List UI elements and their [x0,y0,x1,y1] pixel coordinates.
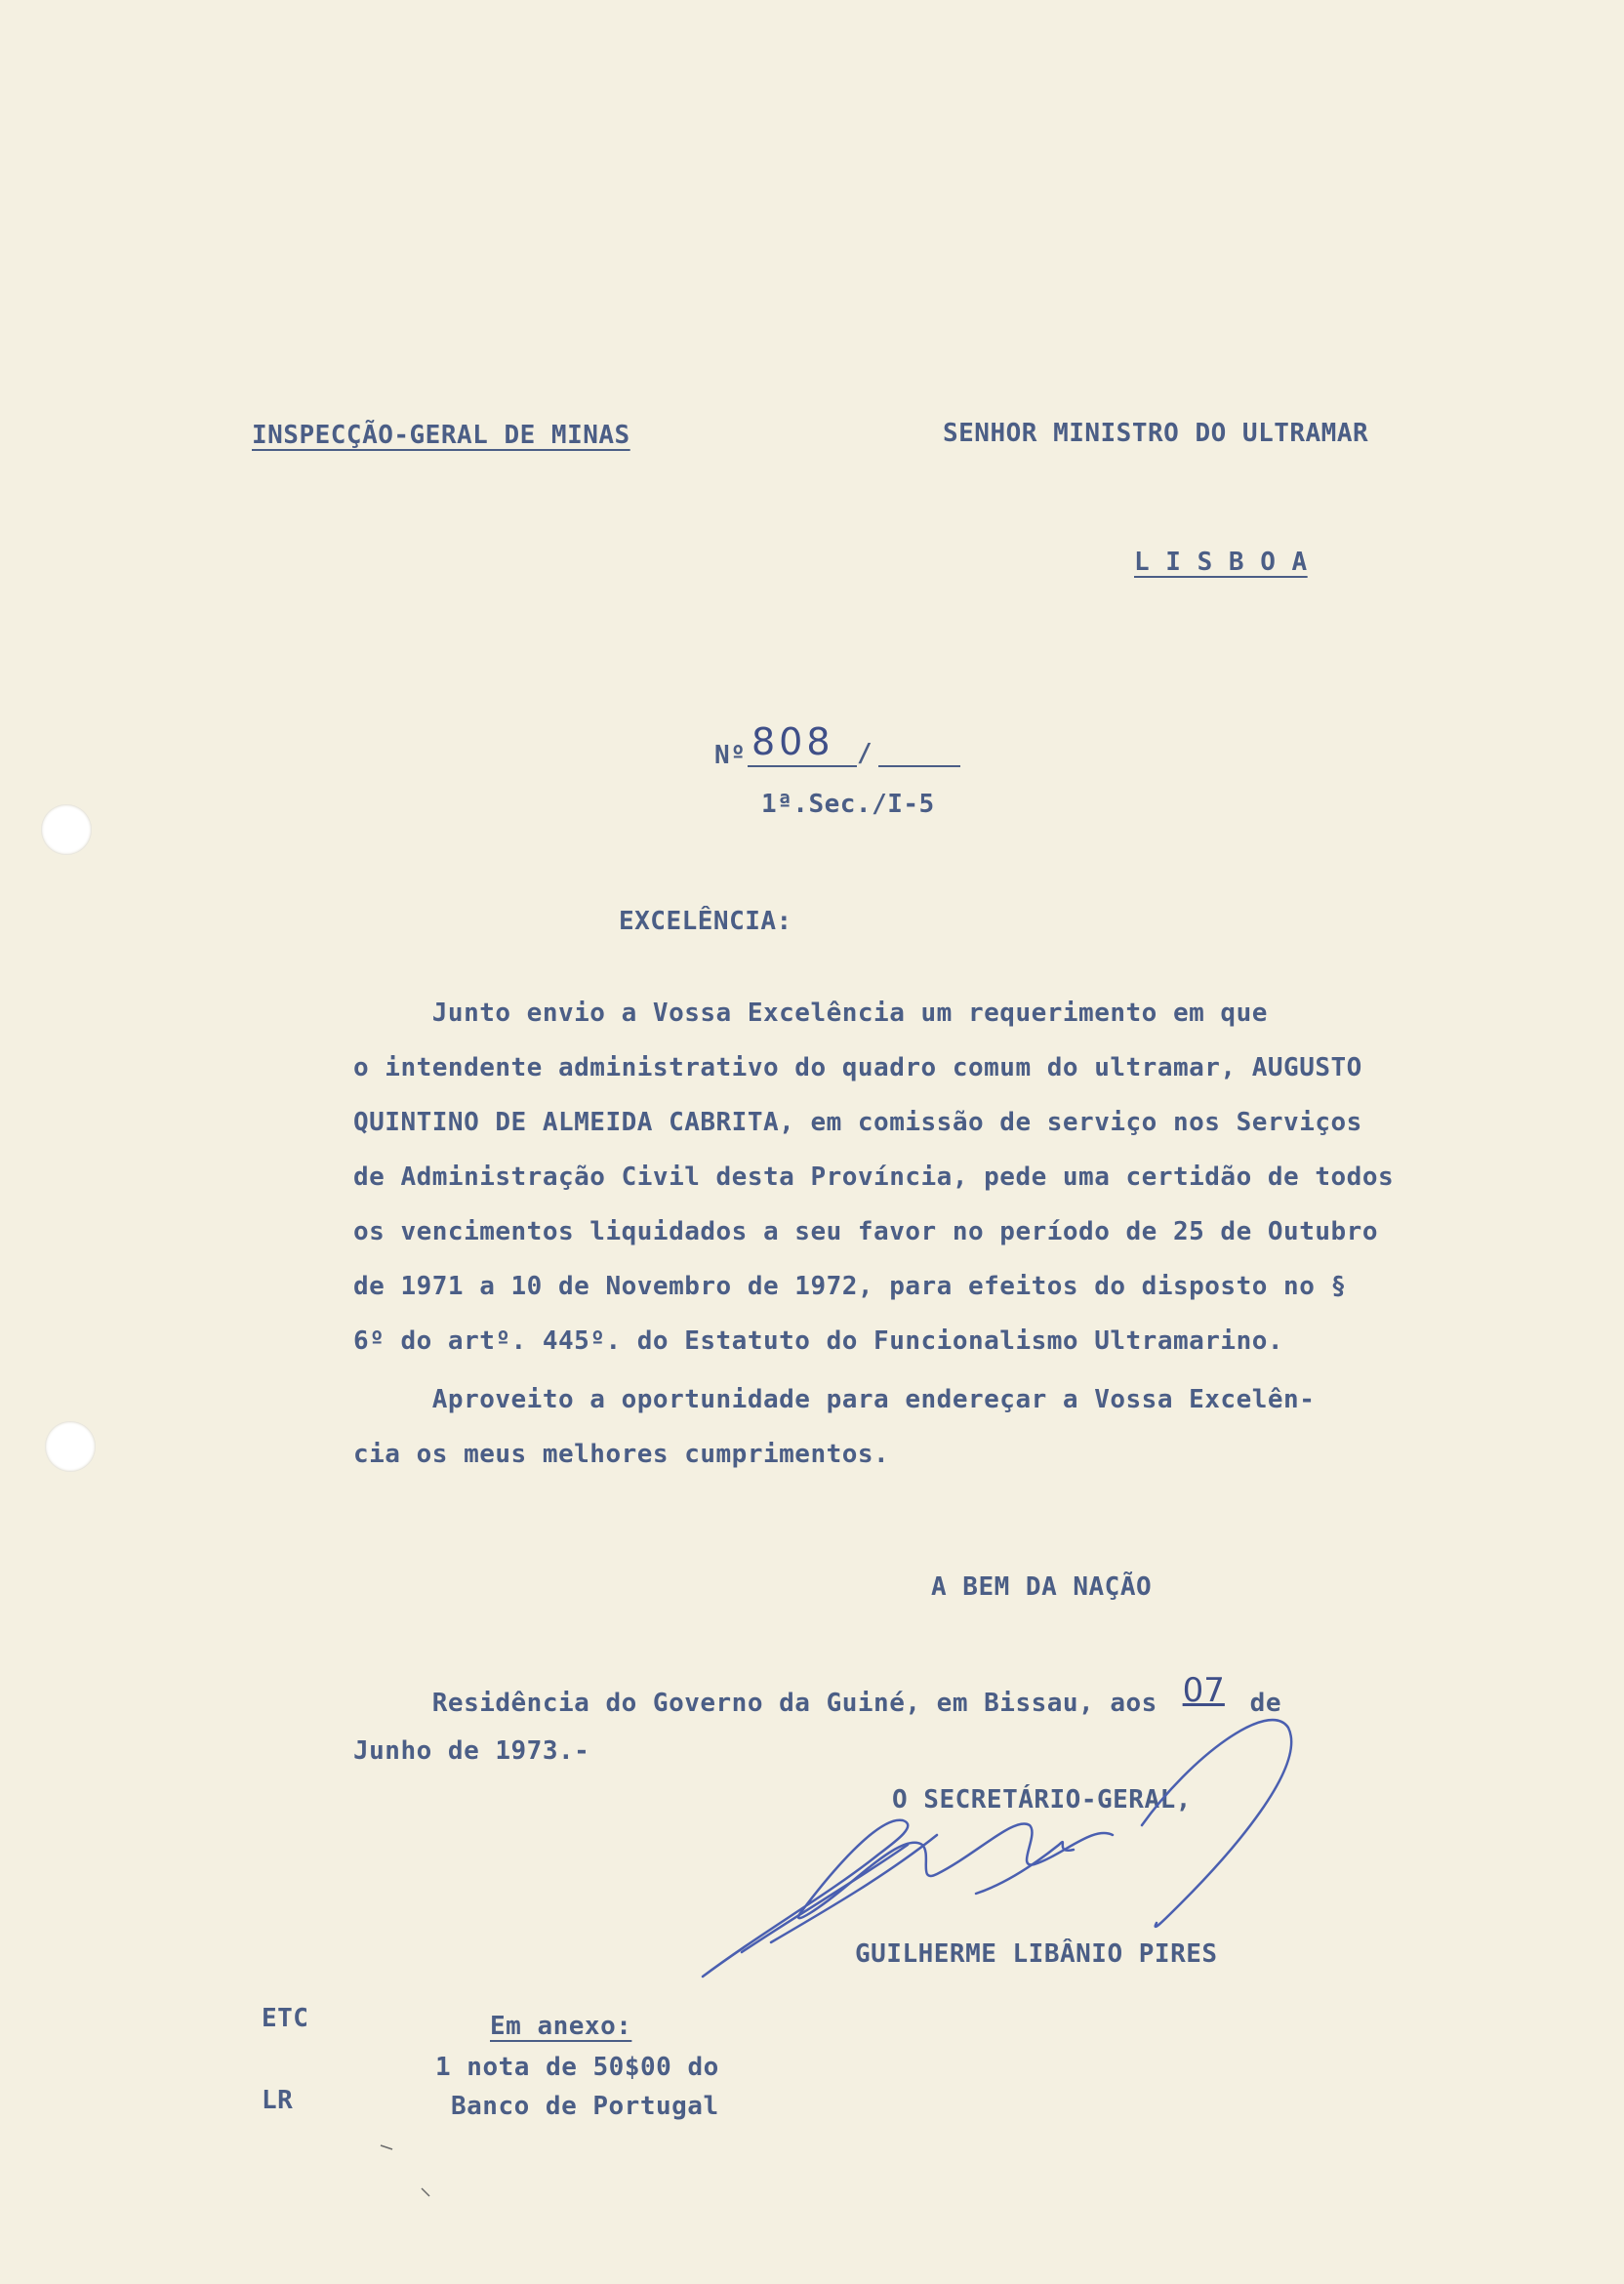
recipient-heading: SENHOR MINISTRO DO ULTRAMAR [943,419,1369,448]
reference-prefix: Nº [714,741,747,770]
typist-initials-2: LR [262,2086,294,2115]
body-line: Aproveito a oportunidade para endereçar a Vossa Excelên- [353,1385,1316,1414]
body-line: cia os meus melhores cumprimentos. [353,1440,890,1469]
office-heading: INSPECÇÃO-GERAL DE MINAS [252,421,630,450]
annex-line-2: Banco de Portugal [451,2092,719,2121]
date-line: Junho de 1973.- [353,1736,590,1766]
stray-pen-marks [371,2138,449,2216]
typist-initials-1: ETC [262,2004,309,2033]
place-line-end: de [1234,1689,1281,1718]
city-heading: L I S B O A [1134,548,1308,577]
body-line: de Administração Civil desta Província, pede uma certidão de todos [353,1162,1395,1192]
annex-title: Em anexo: [490,2012,632,2041]
signatory-name: GUILHERME LIBÂNIO PIRES [855,1939,1218,1969]
salutation: EXCELÊNCIA: [619,907,792,936]
body-line: QUINTINO DE ALMEIDA CABRITA, em comissão de serviço nos Serviços [353,1108,1362,1137]
body-line: Junto envio a Vossa Excelência um requerimento em que [353,999,1268,1028]
annex-line-1: 1 nota de 50$00 do [435,2053,719,2082]
body-line: 6º do artº. 445º. do Estatuto do Funcionalismo Ultramarino. [353,1326,1284,1356]
body-line: os vencimentos liquidados a seu favor no período de 25 de Outubro [353,1217,1378,1246]
reference-number: 808 [751,720,834,763]
place-line-text: Residência do Governo da Guiné, em Bissau, aos [353,1689,1173,1718]
body-line: de 1971 a 10 de Novembro de 1972, para efeitos do disposto no § [353,1272,1347,1301]
punch-hole-bottom [45,1421,96,1472]
punch-hole-top [41,804,92,855]
handwritten-day: 07 [1182,1671,1225,1710]
signature-title: O SECRETÁRIO-GERAL, [892,1785,1192,1815]
reference-slash: / [857,739,873,768]
closing-motto: A BEM DA NAÇÃO [931,1572,1153,1602]
reference-blank-line [878,765,960,767]
reference-section: 1ª.Sec./I-5 [761,790,935,819]
reference-number-line [748,765,857,767]
body-line: o intendente administrativo do quadro comum do ultramar, AUGUSTO [353,1053,1362,1082]
